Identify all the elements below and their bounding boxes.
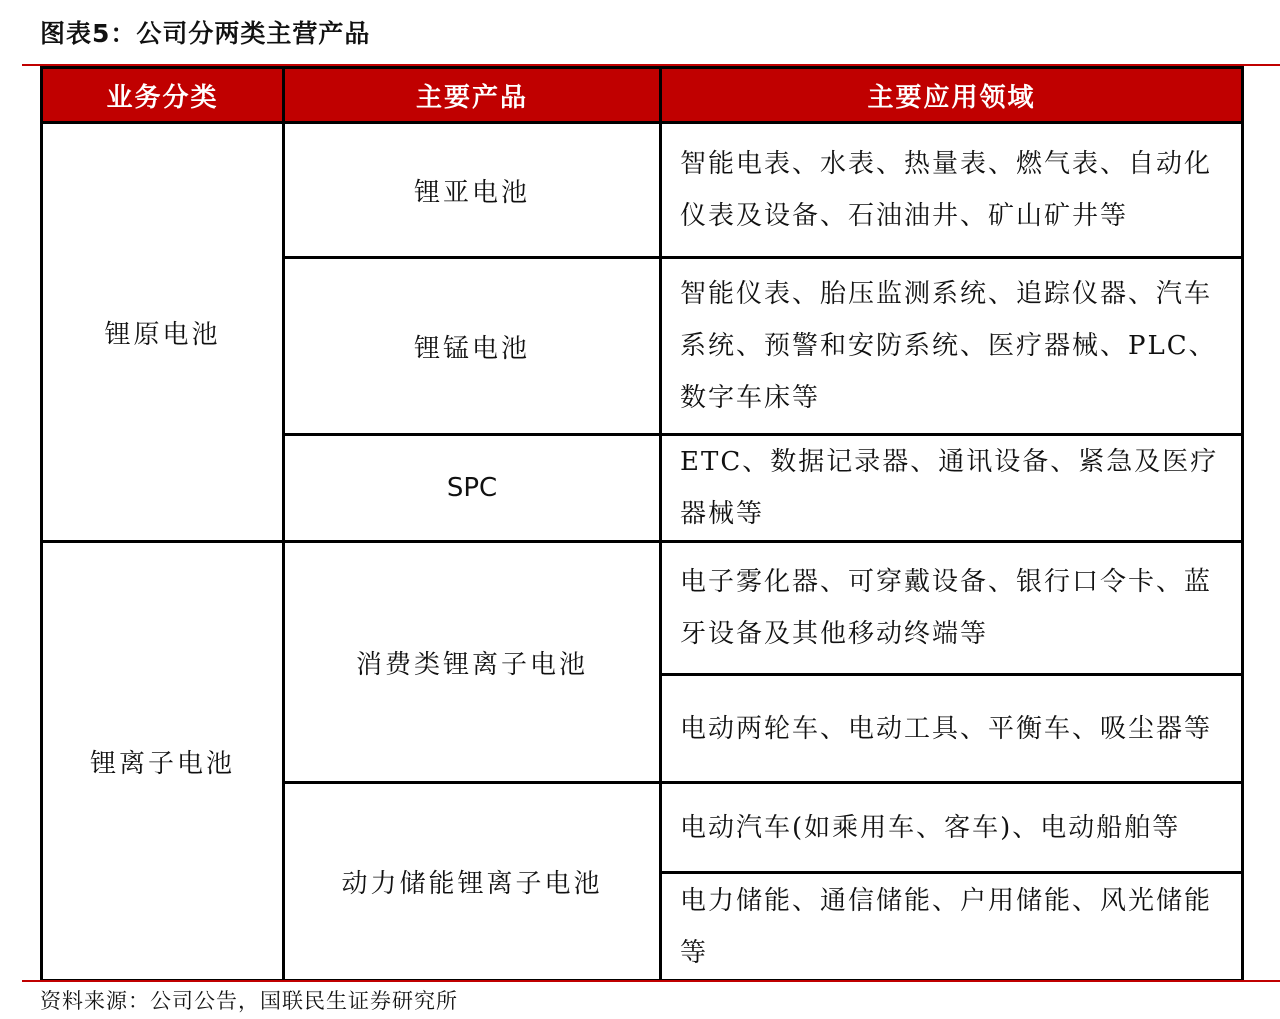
table-row [42,542,1243,675]
header-main-products: 主要产品 [284,68,661,123]
application-cell: 智能仪表、胎压监测系统、追踪仪器、汽车系统、预警和安防系统、医疗器械、PLC、数字车床等 [661,258,1243,435]
product-power-storage-li-ion: 动力储能锂离子电池 [284,783,661,981]
application-cell: 智能电表、水表、热量表、燃气表、自动化仪表及设备、石油油井、矿山矿井等 [661,123,1243,258]
application-cell: 电动汽车(如乘用车、客车)、电动船舶等 [661,783,1243,873]
product-li-mno2: 锂锰电池 [284,258,661,435]
application-cell: 电动两轮车、电动工具、平衡车、吸尘器等 [661,675,1243,783]
source-note: 资料来源：公司公告，国联民生证券研究所 [40,989,458,1013]
application-cell: ETC、数据记录器、通讯设备、紧急及医疗器械等 [661,435,1243,542]
figure-title: 图表5：公司分两类主营产品 [40,19,371,48]
header-business-category: 业务分类 [42,68,284,123]
bottom-red-rule [22,980,1280,982]
header-application-fields: 主要应用领域 [661,68,1243,123]
product-consumer-li-ion: 消费类锂离子电池 [284,542,661,783]
table-row [42,123,1243,258]
application-cell: 电子雾化器、可穿戴设备、银行口令卡、蓝牙设备及其他移动终端等 [661,542,1243,675]
application-cell: 电力储能、通信储能、户用储能、风光储能等 [661,873,1243,981]
category-lithium-ion: 锂离子电池 [42,542,284,981]
product-li-socl2: 锂亚电池 [284,123,661,258]
category-lithium-primary: 锂原电池 [42,123,284,542]
product-spc: SPC [284,435,661,542]
table-header-row [42,68,1243,123]
product-table [40,66,1244,982]
